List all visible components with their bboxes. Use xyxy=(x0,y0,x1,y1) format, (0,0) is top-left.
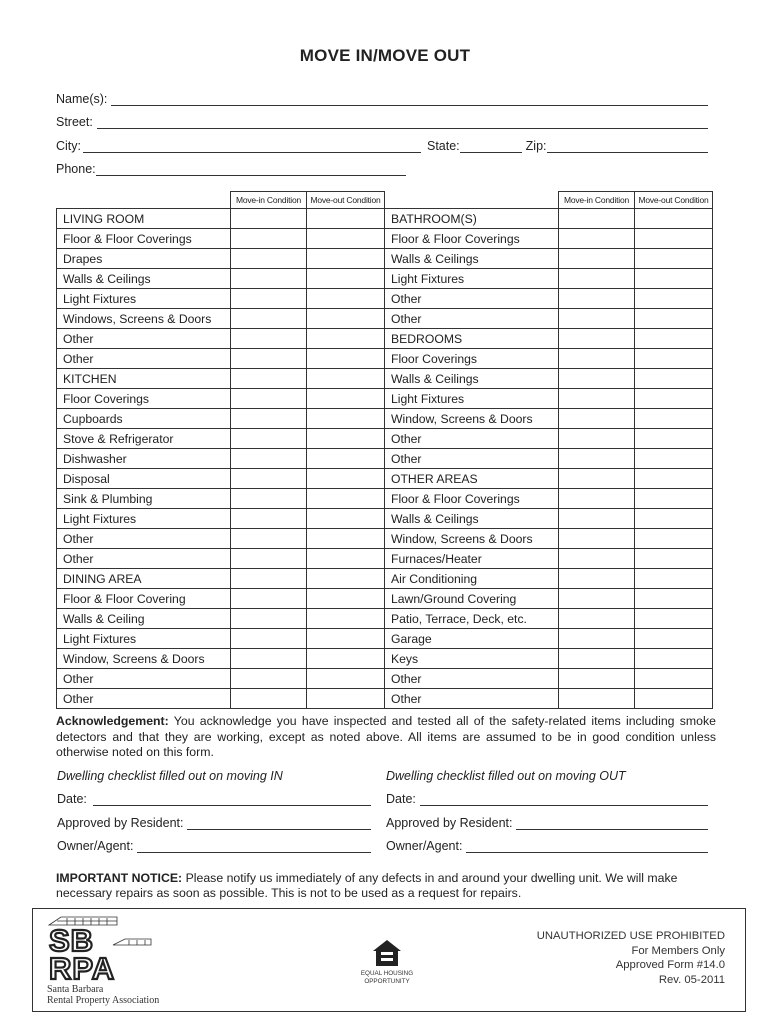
move-in-owner-label: Owner/Agent: xyxy=(57,839,134,853)
right-item-label: Other xyxy=(385,669,559,689)
right-move-in-cell[interactable] xyxy=(559,309,635,329)
footer-box xyxy=(32,908,746,1012)
right-move-in-cell[interactable] xyxy=(559,389,635,409)
left-move-in-cell[interactable] xyxy=(231,609,307,629)
table-header-row xyxy=(57,192,713,209)
left-move-out-cell[interactable] xyxy=(307,249,385,269)
left-item-label: Sink & Plumbing xyxy=(57,489,231,509)
table-row xyxy=(57,309,713,329)
right-move-in-cell[interactable] xyxy=(559,369,635,389)
move-in-heading: Dwelling checklist filled out on moving IN xyxy=(57,769,283,783)
equal-housing-label xyxy=(338,970,436,986)
phone-label: Phone: xyxy=(56,162,96,176)
left-item-label: LIVING ROOM xyxy=(57,209,231,229)
table-row xyxy=(57,649,713,669)
right-move-out-cell[interactable] xyxy=(635,249,713,269)
right-move-in-cell[interactable] xyxy=(559,329,635,349)
left-move-in-cell[interactable] xyxy=(231,249,307,269)
right-item-label: BATHROOM(S) xyxy=(385,209,559,229)
right-item-label: OTHER AREAS xyxy=(385,469,559,489)
right-move-in-cell[interactable] xyxy=(559,509,635,529)
right-move-in-cell[interactable] xyxy=(559,689,635,709)
move-out-owner-field[interactable] xyxy=(466,840,708,853)
table-row xyxy=(57,209,713,229)
right-item-label: Floor & Floor Coverings xyxy=(385,229,559,249)
right-item-label: Floor Coverings xyxy=(385,349,559,369)
right-move-out-cell[interactable] xyxy=(635,569,713,589)
left-move-in-cell[interactable] xyxy=(231,549,307,569)
page-title: MOVE IN/MOVE OUT xyxy=(299,46,471,65)
right-item-label: Lawn/Ground Covering xyxy=(385,589,559,609)
left-move-in-cell[interactable] xyxy=(231,229,307,249)
right-item-label: Walls & Ceilings xyxy=(385,509,559,529)
left-move-in-cell[interactable] xyxy=(231,509,307,529)
right-move-in-cell[interactable] xyxy=(559,289,635,309)
table-row xyxy=(57,449,713,469)
left-item-label: Window, Screens & Doors xyxy=(57,649,231,669)
move-in-header-left: Move-in Condition xyxy=(231,192,307,209)
left-move-out-cell[interactable] xyxy=(307,549,385,569)
table-row xyxy=(57,369,713,389)
acknowledgement-text: You acknowledge you have inspected and tested all of the safety-related items including smoke detectors and that they are working, except as noted above. All items are assumed to be in good condition unless otherwise noted on this form. xyxy=(56,714,716,759)
left-item-label: Windows, Screens & Doors xyxy=(57,309,231,329)
checklist-table xyxy=(56,191,713,709)
revision: Rev. 05-2011 xyxy=(658,973,725,986)
left-item-label: Other xyxy=(57,689,231,709)
left-move-out-cell[interactable] xyxy=(307,509,385,529)
left-move-out-cell[interactable] xyxy=(307,629,385,649)
right-move-in-cell[interactable] xyxy=(559,489,635,509)
eho-line2: OPPORTUNITY xyxy=(364,978,410,985)
right-move-out-cell[interactable] xyxy=(635,289,713,309)
left-item-label: Light Fixtures xyxy=(57,289,231,309)
sbrpa-logo xyxy=(43,915,173,981)
right-move-in-cell[interactable] xyxy=(559,249,635,269)
table-row xyxy=(57,389,713,409)
eho-line1: EQUAL HOUSING xyxy=(360,970,414,977)
city-row xyxy=(56,137,708,153)
table-row xyxy=(57,609,713,629)
equal-housing-icon xyxy=(370,938,404,968)
left-move-in-cell[interactable] xyxy=(231,529,307,549)
left-move-out-cell[interactable] xyxy=(307,449,385,469)
left-move-in-cell[interactable] xyxy=(231,369,307,389)
left-item-label: Light Fixtures xyxy=(57,509,231,529)
left-move-out-cell[interactable] xyxy=(307,289,385,309)
right-move-in-cell[interactable] xyxy=(559,409,635,429)
right-move-out-cell[interactable] xyxy=(635,449,713,469)
acknowledgement-heading: Acknowledgement: xyxy=(56,714,169,728)
state-label: State: xyxy=(427,139,460,153)
right-move-out-cell[interactable] xyxy=(635,389,713,409)
left-item-label: Other xyxy=(57,349,231,369)
table-row xyxy=(57,469,713,489)
move-out-owner-row xyxy=(386,839,708,853)
left-item-label: Floor & Floor Coverings xyxy=(57,229,231,249)
right-move-out-cell[interactable] xyxy=(635,409,713,429)
table-row xyxy=(57,689,713,709)
street-label: Street: xyxy=(56,115,93,129)
move-out-date-row xyxy=(386,792,708,806)
left-item-label: Stove & Refrigerator xyxy=(57,429,231,449)
right-item-label: Air Conditioning xyxy=(385,569,559,589)
state-field[interactable] xyxy=(460,140,522,153)
table-row xyxy=(57,489,713,509)
org-name-line1: Santa Barbara xyxy=(47,984,104,995)
phone-row xyxy=(56,160,406,176)
right-move-in-cell[interactable] xyxy=(559,429,635,449)
table-row xyxy=(57,269,713,289)
notice-heading: IMPORTANT NOTICE: xyxy=(56,871,183,885)
right-move-out-cell[interactable] xyxy=(635,529,713,549)
right-move-out-cell[interactable] xyxy=(635,309,713,329)
right-item-label: Other xyxy=(385,309,559,329)
move-in-date-label: Date: xyxy=(57,792,87,806)
left-move-out-cell[interactable] xyxy=(307,209,385,229)
right-item-label: Patio, Terrace, Deck, etc. xyxy=(385,609,559,629)
left-move-out-cell[interactable] xyxy=(307,589,385,609)
right-move-in-cell[interactable] xyxy=(559,609,635,629)
right-item-label: Window, Screens & Doors xyxy=(385,409,559,429)
table-row xyxy=(57,289,713,309)
table-row xyxy=(57,429,713,449)
left-move-in-cell[interactable] xyxy=(231,449,307,469)
left-item-label: Other xyxy=(57,329,231,349)
right-item-label: Other xyxy=(385,429,559,449)
unauthorized-use: UNAUTHORIZED USE PROHIBITED xyxy=(536,930,725,942)
move-in-header-right: Move-in Condition xyxy=(559,192,635,209)
right-move-out-cell[interactable] xyxy=(635,589,713,609)
move-out-date-label: Date: xyxy=(386,792,416,806)
left-move-in-cell[interactable] xyxy=(231,429,307,449)
left-move-out-cell[interactable] xyxy=(307,329,385,349)
move-in-date-row xyxy=(57,792,371,806)
left-move-in-cell[interactable] xyxy=(231,289,307,309)
table-row xyxy=(57,409,713,429)
right-move-in-cell[interactable] xyxy=(559,229,635,249)
right-item-label: Garage xyxy=(385,629,559,649)
left-move-out-cell[interactable] xyxy=(307,669,385,689)
left-move-in-cell[interactable] xyxy=(231,329,307,349)
left-move-in-cell[interactable] xyxy=(231,309,307,329)
table-row xyxy=(57,549,713,569)
right-move-out-cell[interactable] xyxy=(635,469,713,489)
left-move-out-cell[interactable] xyxy=(307,389,385,409)
table-row xyxy=(57,529,713,549)
left-item-label: Cupboards xyxy=(57,409,231,429)
right-move-out-cell[interactable] xyxy=(635,629,713,649)
move-out-approved-row xyxy=(386,816,708,830)
left-move-in-cell[interactable] xyxy=(231,389,307,409)
move-in-approved-label: Approved by Resident: xyxy=(57,816,184,830)
left-move-out-cell[interactable] xyxy=(307,309,385,329)
street-field[interactable] xyxy=(97,116,708,129)
move-out-header-right: Move-out Condition xyxy=(635,192,713,209)
left-move-in-cell[interactable] xyxy=(231,209,307,229)
left-move-in-cell[interactable] xyxy=(231,569,307,589)
right-item-label: Other xyxy=(385,689,559,709)
form-number: Approved Form #14.0 xyxy=(615,959,725,971)
right-move-out-cell[interactable] xyxy=(635,689,713,709)
zip-field[interactable] xyxy=(547,140,708,153)
left-item-label: Floor & Floor Covering xyxy=(57,589,231,609)
right-move-out-cell[interactable] xyxy=(635,229,713,249)
members-only: For Members Only xyxy=(631,944,725,957)
right-move-in-cell[interactable] xyxy=(559,569,635,589)
right-item-label: Light Fixtures xyxy=(385,269,559,289)
zip-label: Zip: xyxy=(525,139,547,153)
right-move-out-cell[interactable] xyxy=(635,429,713,449)
left-item-label: Other xyxy=(57,669,231,689)
right-item-label: Light Fixtures xyxy=(385,389,559,409)
right-item-label: Furnaces/Heater xyxy=(385,549,559,569)
right-item-label: Keys xyxy=(385,649,559,669)
move-in-owner-field[interactable] xyxy=(137,840,371,853)
left-move-out-cell[interactable] xyxy=(307,689,385,709)
table-row xyxy=(57,349,713,369)
right-item-label: Other xyxy=(385,289,559,309)
left-move-in-cell[interactable] xyxy=(231,349,307,369)
right-item-label: Window, Screens & Doors xyxy=(385,529,559,549)
org-name xyxy=(47,984,159,1006)
move-out-header-left: Move-out Condition xyxy=(307,192,385,209)
names-field[interactable] xyxy=(111,93,708,106)
table-row xyxy=(57,589,713,609)
left-move-out-cell[interactable] xyxy=(307,469,385,489)
left-move-out-cell[interactable] xyxy=(307,489,385,509)
left-move-in-cell[interactable] xyxy=(231,489,307,509)
acknowledgement xyxy=(56,714,716,761)
left-item-label: Other xyxy=(57,549,231,569)
right-move-in-cell[interactable] xyxy=(559,549,635,569)
table-row xyxy=(57,329,713,349)
left-item-label: Other xyxy=(57,529,231,549)
city-label: City: xyxy=(56,139,81,153)
right-move-in-cell[interactable] xyxy=(559,529,635,549)
right-move-in-cell[interactable] xyxy=(559,649,635,669)
left-move-out-cell[interactable] xyxy=(307,409,385,429)
left-move-out-cell[interactable] xyxy=(307,649,385,669)
right-move-out-cell[interactable] xyxy=(635,329,713,349)
left-item-label: Drapes xyxy=(57,249,231,269)
left-move-in-cell[interactable] xyxy=(231,649,307,669)
right-item-label: Other xyxy=(385,449,559,469)
right-item-label: Walls & Ceilings xyxy=(385,369,559,389)
right-move-out-cell[interactable] xyxy=(635,509,713,529)
right-move-in-cell[interactable] xyxy=(559,469,635,489)
left-item-label: Walls & Ceilings xyxy=(57,269,231,289)
right-item-label: Floor & Floor Coverings xyxy=(385,489,559,509)
left-item-label: KITCHEN xyxy=(57,369,231,389)
right-move-out-cell[interactable] xyxy=(635,349,713,369)
phone-field[interactable] xyxy=(96,163,406,176)
city-field[interactable] xyxy=(83,140,421,153)
right-move-in-cell[interactable] xyxy=(559,669,635,689)
move-out-approved-label: Approved by Resident: xyxy=(386,816,513,830)
left-move-in-cell[interactable] xyxy=(231,589,307,609)
right-move-in-cell[interactable] xyxy=(559,209,635,229)
left-move-out-cell[interactable] xyxy=(307,229,385,249)
left-move-in-cell[interactable] xyxy=(231,269,307,289)
notice-text: Please notify us immediately of any defects in and around your dwelling unit. We will make necessary repairs as soon as possible. This is not to be used as a request for repairs. xyxy=(56,871,678,900)
left-move-out-cell[interactable] xyxy=(307,369,385,389)
right-move-in-cell[interactable] xyxy=(559,589,635,609)
move-out-date-field[interactable] xyxy=(420,793,708,806)
right-item-label: Walls & Ceilings xyxy=(385,249,559,269)
right-move-in-cell[interactable] xyxy=(559,269,635,289)
right-move-out-cell[interactable] xyxy=(635,549,713,569)
left-move-in-cell[interactable] xyxy=(231,669,307,689)
right-move-out-cell[interactable] xyxy=(635,669,713,689)
left-item-label: Floor Coverings xyxy=(57,389,231,409)
form-info xyxy=(537,929,725,987)
left-move-out-cell[interactable] xyxy=(307,349,385,369)
logo-letters-bottom: RPA xyxy=(49,951,116,981)
left-move-out-cell[interactable] xyxy=(307,429,385,449)
left-item-label: Walls & Ceiling xyxy=(57,609,231,629)
left-move-in-cell[interactable] xyxy=(231,469,307,489)
left-move-in-cell[interactable] xyxy=(231,689,307,709)
left-item-label: Dishwasher xyxy=(57,449,231,469)
right-move-out-cell[interactable] xyxy=(635,369,713,389)
left-move-out-cell[interactable] xyxy=(307,269,385,289)
move-in-owner-row xyxy=(57,839,371,853)
right-move-out-cell[interactable] xyxy=(635,649,713,669)
left-move-in-cell[interactable] xyxy=(231,409,307,429)
move-in-approved-row xyxy=(57,816,371,830)
names-label: Name(s): xyxy=(56,92,108,106)
left-move-out-cell[interactable] xyxy=(307,529,385,549)
right-move-in-cell[interactable] xyxy=(559,629,635,649)
table-row xyxy=(57,249,713,269)
names-row xyxy=(56,90,708,106)
table-row xyxy=(57,669,713,689)
right-move-out-cell[interactable] xyxy=(635,269,713,289)
left-item-label: DINING AREA xyxy=(57,569,231,589)
right-item-label: BEDROOMS xyxy=(385,329,559,349)
right-move-out-cell[interactable] xyxy=(635,609,713,629)
left-move-out-cell[interactable] xyxy=(307,609,385,629)
move-out-approved-field[interactable] xyxy=(516,817,708,830)
table-row xyxy=(57,569,713,589)
street-row xyxy=(56,113,708,129)
move-out-owner-label: Owner/Agent: xyxy=(386,839,463,853)
move-in-date-field[interactable] xyxy=(93,793,371,806)
move-out-heading: Dwelling checklist filled out on moving OUT xyxy=(386,769,626,783)
right-move-in-cell[interactable] xyxy=(559,349,635,369)
left-item-label: Light Fixtures xyxy=(57,629,231,649)
right-move-in-cell[interactable] xyxy=(559,449,635,469)
right-move-out-cell[interactable] xyxy=(635,489,713,509)
logo-letters-top: SB xyxy=(49,923,95,958)
left-item-label: Disposal xyxy=(57,469,231,489)
table-row xyxy=(57,509,713,529)
table-row xyxy=(57,229,713,249)
left-move-out-cell[interactable] xyxy=(307,569,385,589)
move-in-approved-field[interactable] xyxy=(187,817,371,830)
left-move-in-cell[interactable] xyxy=(231,629,307,649)
important-notice xyxy=(56,871,716,900)
table-row xyxy=(57,629,713,649)
right-move-out-cell[interactable] xyxy=(635,209,713,229)
org-name-line2: Rental Property Association xyxy=(47,995,160,1006)
